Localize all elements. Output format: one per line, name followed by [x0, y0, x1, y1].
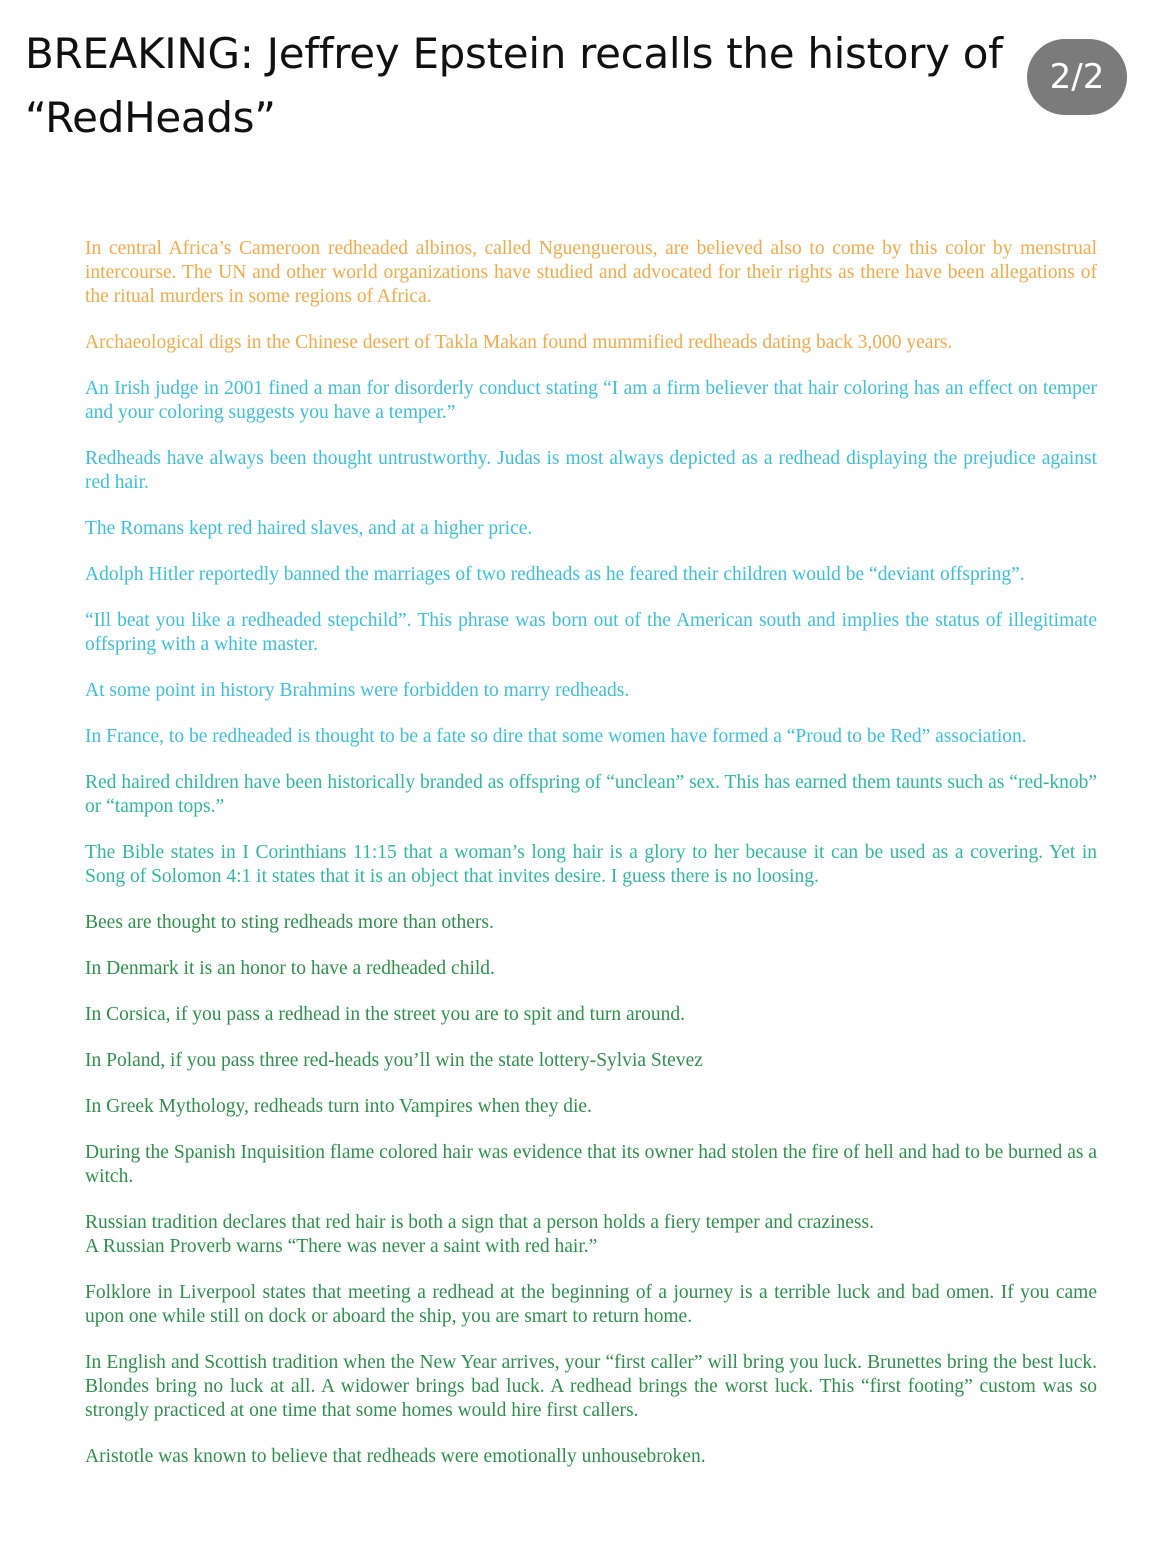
paragraph: In France, to be redheaded is thought to be a fate so dire that some women have formed a “Proud to be Red” association.	[85, 726, 1027, 747]
paragraph: In Greek Mythology, redheads turn into Vampires when they die.	[85, 1096, 592, 1117]
document-image	[85, 237, 1097, 1491]
paragraph: In English and Scottish tradition when the New Year arrives, your “first caller” will bring you luck. Brunettes bring the best luck. Blondes bring no luck at all. A widower brings bad luck. A redhead brings the worst luck. This “first footing” custom was so strongly practiced at one time that some homes would hire first callers.	[85, 1352, 1097, 1421]
paragraph: During the Spanish Inquisition flame colored hair was evidence that its owner had stolen the fire of hell and had to be burned as a witch.	[85, 1142, 1097, 1187]
paragraph: An Irish judge in 2001 fined a man for disorderly conduct stating “I am a firm believer that hair coloring has an effect on temper and your coloring suggests you have a temper.”	[85, 378, 1097, 423]
post-header	[25, 22, 1015, 150]
paragraph: In Corsica, if you pass a redhead in the street you are to spit and turn around.	[85, 1004, 685, 1025]
paragraph: Folklore in Liverpool states that meeting a redhead at the beginning of a journey is a terrible luck and bad omen. If you came upon one while still on dock or aboard the ship, you are smart to return home.	[85, 1282, 1097, 1327]
paragraph	[85, 1211, 1097, 1259]
paragraph: At some point in history Brahmins were forbidden to marry redheads.	[85, 680, 630, 701]
paragraph: In Denmark it is an honor to have a redheaded child.	[85, 958, 495, 979]
post-headline: BREAKING: Jeffrey Epstein recalls the history of “RedHeads”	[25, 29, 1003, 142]
paragraph: Bees are thought to sting redheads more than others.	[85, 912, 494, 933]
paragraph: Aristotle was known to believe that redheads were emotionally unhousebroken.	[85, 1446, 706, 1467]
paragraph: Archaeological digs in the Chinese desert of Takla Makan found mummified redheads dating back 3,000 years.	[85, 332, 953, 353]
paragraph-line: A Russian Proverb warns “There was never a saint with red hair.”	[85, 1236, 598, 1257]
paragraph: Redheads have always been thought untrustworthy. Judas is most always depicted as a redhead displaying the prejudice against red hair.	[85, 448, 1097, 493]
paragraph: The Romans kept red haired slaves, and at a higher price.	[85, 518, 533, 539]
paragraph: In Poland, if you pass three red-heads you’ll win the state lottery-Sylvia Stevez	[85, 1050, 703, 1071]
paragraph: Red haired children have been historically branded as offspring of “unclean” sex. This has earned them taunts such as “red-knob” or “tampon tops.”	[85, 772, 1097, 817]
paragraph: “Ill beat you like a redheaded stepchild”. This phrase was born out of the American south and implies the status of illegitimate offspring with a white master.	[85, 610, 1097, 655]
paragraph-line: Russian tradition declares that red hair is both a sign that a person holds a fiery temper and craziness.	[85, 1212, 874, 1233]
paragraph: The Bible states in I Corinthians 11:15 that a woman’s long hair is a glory to her because it can be used as a covering. Yet in Song of Solomon 4:1 it states that it is an object that invites desire. I guess there is no loosing.	[85, 842, 1097, 887]
image-counter-badge: 2/2	[1027, 39, 1127, 115]
paragraph: In central Africa’s Cameroon redheaded albinos, called Nguenguerous, are believed also to come by this color by menstrual intercourse. The UN and other world organizations have studied and advocated for their rights as there have been allegations of the ritual murders in some regions of Africa.	[85, 238, 1097, 307]
paragraph: Adolph Hitler reportedly banned the marriages of two redheads as he feared their children would be “deviant offspring”.	[85, 564, 1025, 585]
